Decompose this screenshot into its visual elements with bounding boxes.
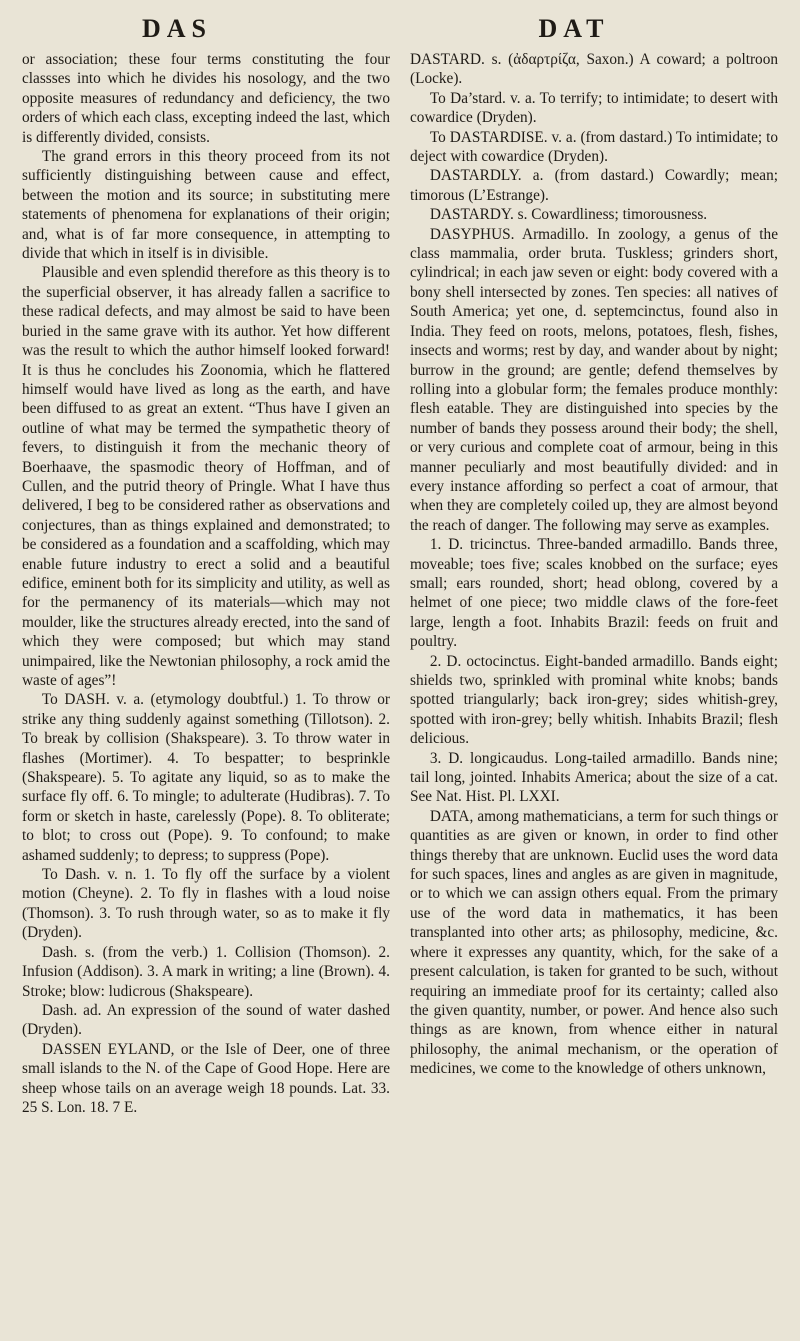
- entry-paragraph: Dash. s. (from the verb.) 1. Collision (Thomson). 2. Infusion (Addison). 3. A mark in writing; a line (Brown). 4. Stroke; blow: ludicrous (Shakspeare).: [22, 943, 390, 1000]
- entry-paragraph: To Dash. v. n. 1. To fly off the surface by a violent motion (Cheyne). 2. To fly in flashes with a loud noise (Thomson). 3. To rush through water, so as to make it fly (Dryden).: [22, 866, 390, 942]
- entry-paragraph: Dash. ad. An expression of the sound of water dashed (Dryden).: [22, 1001, 390, 1039]
- entry-paragraph: Plausible and even splendid therefore as this theory is to the superficial observer, it has already fallen a sacrifice to these radical defects, and may almost be said to have been buried in the same grave with its author. Yet how different was the result to which the author himself looked forward! It is thus he concludes his Zoonomia, which he flattered himself would have lived as long as the earth, and have been diffused to as great an extent. “Thus have I given an outline of what may be termed the sympathetic theory of fevers, to distinguish it from the mechanic theory of Boerhaave, the spasmodic theory of Hoffman, and of Cullen, and the putrid theory of Pringle. What I have thus delivered, I beg to be considered rather as observations and conjectures, than as things explained and demonstrated; to be considered as a foundation and a scaffolding, which may enable future industry to erect a solid and a beautiful edifice, eminent both for its simplicity and utility, as well as for the permanency of its materials—which may not moulder, like the structures already erected, into the sand of which they were composed; but which may stand unimpaired, like the Newtonian philosophy, a rock amid the waste of ages”!: [22, 264, 390, 689]
- entry-paragraph: 1. D. tricinctus. Three-banded armadillo. Bands three, moveable; toes five; scales knobbed on the surface; eyes small; ears rounded, short; head oblong, covered by a helmet of one piece; two middle claws of the fore-feet large, length a foot. Inhabits Brazil: feeds on fruit and poultry.: [410, 536, 778, 651]
- entry-paragraph: The grand errors in this theory proceed from its not sufficiently distinguishing between cause and effect, between the motion and its source; in substituting mere statements of phenomena for explanations of their origin; and, what is of far more consequence, in attempting to divide that which in itself is in divisible.: [22, 148, 390, 263]
- text-columns: [22, 50, 778, 1117]
- right-column: [410, 50, 778, 1117]
- entry-paragraph: DASTARDY. s. Cowardliness; timorousness.: [429, 206, 708, 224]
- entry-paragraph: DASSEN EYLAND, or the Isle of Deer, one of three small islands to the N. of the Cape of Good Hope. Here are sheep whose tails on an average weigh 18 pounds. Lat. 33. 25 S. Lon. 18. 7 E.: [22, 1040, 390, 1116]
- entry-paragraph: To DASH. v. a. (etymology doubtful.) 1. To throw or strike any thing suddenly against something (Tillotson). 2. To break by collision (Shakspeare). 3. To throw water in flashes (Mortimer). 4. To bespatter; to besprinkle (Shakspeare). 5. To agitate any liquid, so as to make the surface fly off. 6. To mingle; to adulterate (Hudibras). 7. To form or sketch in haste, carelessly (Pope). 8. To obliterate; to blot; to cross out (Pope). 9. To confound; to make ashamed suddenly; to depress; to suppress (Pope).: [22, 691, 390, 864]
- entry-paragraph: To DASTARDISE. v. a. (from dastard.) To intimidate; to deject with cowardice (Dryden).: [410, 128, 778, 166]
- entry-paragraph: DASYPHUS. Armadillo. In zoology, a genus of the class mammalia, order bruta. Tuskless; grinders short, cylindrical; in each jaw seven or eight: body covered with a bony shell intersected by zones. Ten species: all natives of South America; yet one, d. septemcinctus, found also in India. They feed on roots, melons, potatoes, flesh, fishes, insects and worms; rest by day, and wander about by night; burrow in the ground; are gentle; defend themselves by rolling into a globular form; the females produce monthly: flesh eatable. They are distinguished into species by the number of bands they possess around their body; the shell, or very curious and complete coat of armour, being in this manner peculiarly and most beautifully divided: and in every instance affording so perfect a coat of armour, that when they are completely coiled up, they are almost beyond the reach of danger. The following may serve as examples.: [410, 225, 778, 534]
- left-column: [22, 50, 390, 1117]
- entry-paragraph: or association; these four terms constituting the four classses into which he divides his nosology, and the two opposite measures of redundancy and deficiency, the two orders of which each class, excepting indeed the last, which is differently divided, consists.: [22, 51, 390, 146]
- entry-paragraph: DATA, among mathematicians, a term for such things or quantities as are given or known, in order to find other things thereby that are unknown. Euclid uses the word data for such spaces, lines and angles as are given in magnitude, or to which we can assign others equal. From the primary use of the word data in mathematics, it has been transplanted into other arts; as philosophy, medicine, &c. where it expresses any quantity, which, for the sake of a present calculation, is taken for granted to be such, without requiring an immediate proof for its certainty; called also the given quantity, number, or power. And hence also such things as are known, from whence either in natural philosophy, the animal mechanism, or the operation of medicines, we come to the knowledge of others unknown,: [410, 807, 778, 1078]
- entry-paragraph: 3. D. longicaudus. Long-tailed armadillo. Bands nine; tail long, jointed. Inhabits America; about the size of a cat. See Nat. Hist. Pl. LXXI.: [410, 749, 778, 806]
- entry-paragraph: 2. D. octocinctus. Eight-banded armadillo. Bands eight; shields two, sprinkled with prominal white knobs; bands spotted triangularly; back iron-grey; sides whitish-grey, spotted with iron-grey; belly whitish. Inhabits Brazil; flesh delicious.: [410, 652, 778, 748]
- entry-paragraph: DASTARD. s. (ἀδαρτρίζα, Saxon.) A coward; a poltroon (Locke).: [410, 51, 778, 88]
- running-header: [22, 10, 778, 50]
- entry-paragraph: DASTARDLY. a. (from dastard.) Cowardly; mean; timorous (L’Estrange).: [410, 167, 778, 204]
- entry-paragraph: To Da’stard. v. a. To terrify; to intimidate; to desert with cowardice (Dryden).: [410, 89, 778, 127]
- header-left: DAS: [142, 14, 213, 43]
- header-right: DAT: [538, 14, 610, 43]
